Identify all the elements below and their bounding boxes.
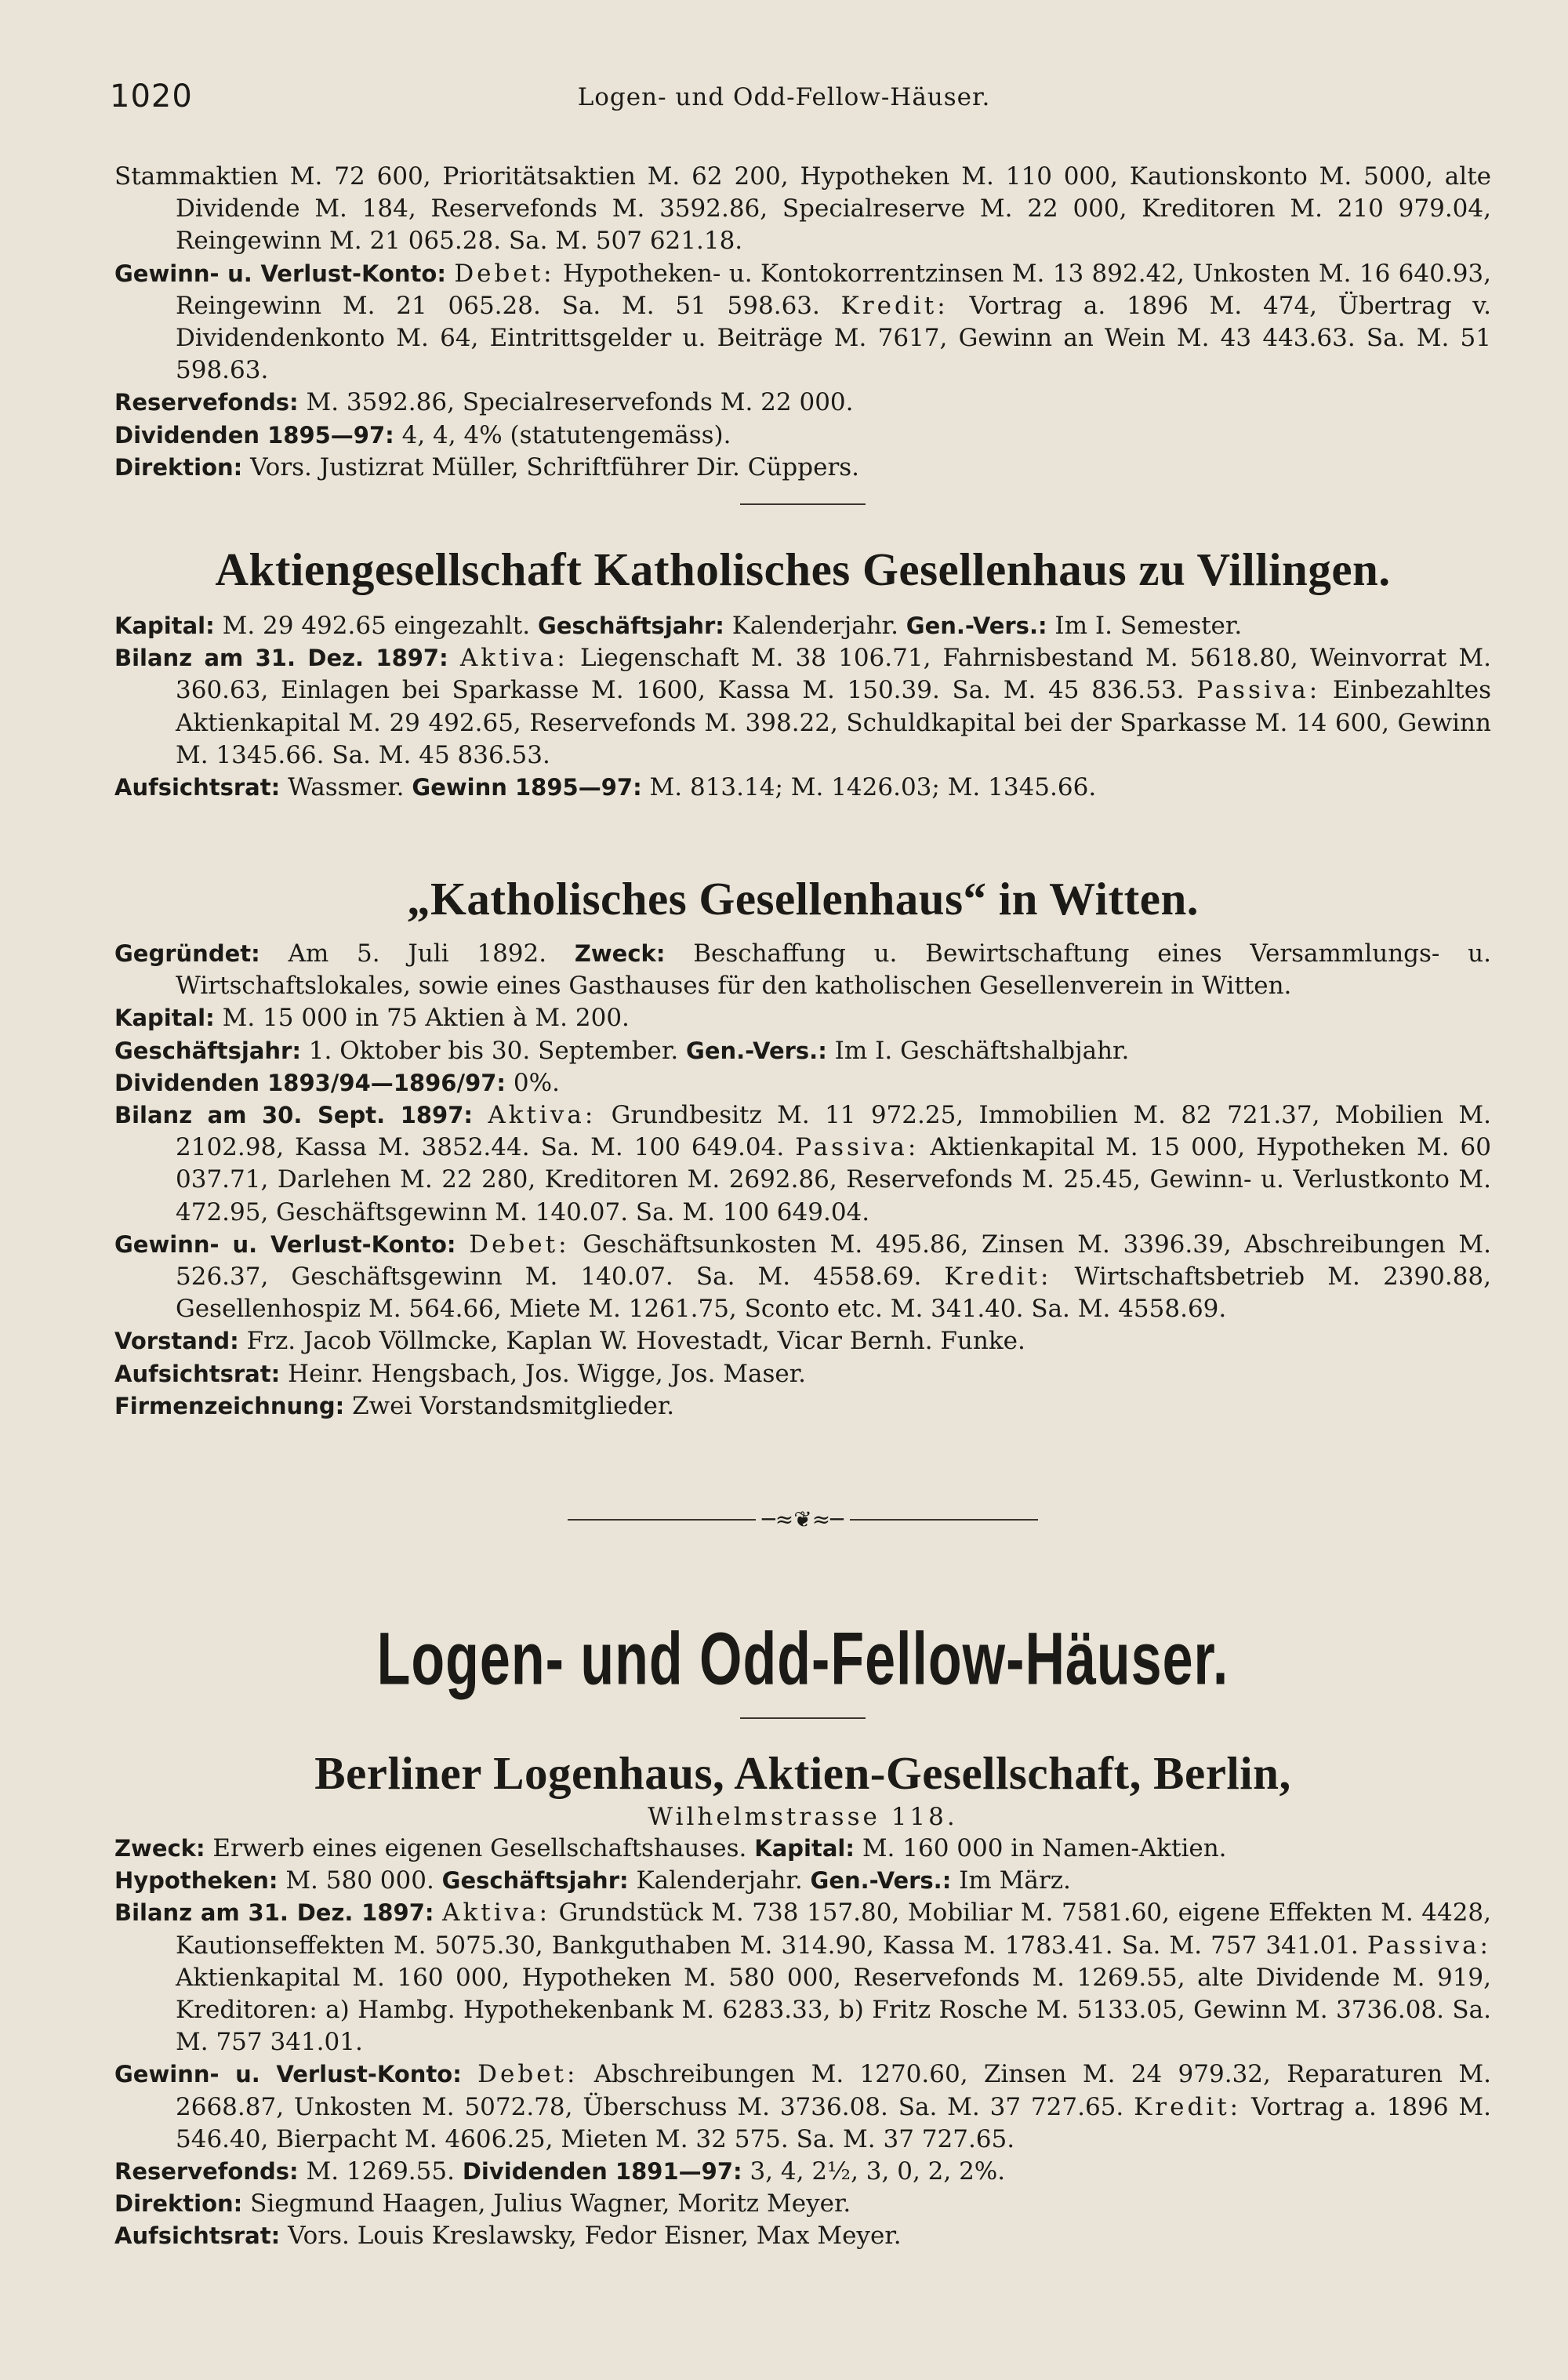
balance-sheet: Bilanz am 31. Dez. 1897: Aktiva: Grundstück M. 738 157.80, Mobiliar M. 7581.60, eigene Effekten M. 4428, Kautionseffekten M. 5075.30, Bankguthaben M. 314.90, Kassa M. 1783.41. Sa. M. 757 341.01. Passiva: Aktienkapital M. 160 000, Hypotheken M. 580 000, Reservefonds M. 1269.55, alte Dividende M. 919, Kreditoren: a) Hambg. Hypothekenbank M. 6283.33, b) Fritz Rosche M. 5133.05, Gewinn M. 3736.08. Sa. M. 757 341.01. [114,1899,1491,2057]
section-heading [114,1617,1491,1700]
management: Direktion: Siegmund Haagen, Julius Wagner, Moritz Meyer. [114,2189,851,2218]
running-header [110,78,1458,125]
divider [740,1717,866,1719]
ornamental-divider [114,1506,1491,1532]
entry-villingen [114,541,1491,804]
page-number: 1020 [110,78,193,114]
divider [740,503,866,505]
fiscal-year: Geschäftsjahr: 1. Oktober bis 30. September. Gen.-Vers.: Im I. Geschäftshalbjahr. [114,1036,1130,1065]
dividends: Dividenden 1895—97: 4, 4, 4% (statutengemäss). [114,420,731,449]
separator-rule [114,1717,1491,1719]
ornament-line-left [568,1519,756,1521]
mortgages-line: Hypotheken: M. 580 000. Geschäftsjahr: Kalenderjahr. Gen.-Vers.: Im März. [114,1866,1071,1895]
board: Vorstand: Frz. Jacob Völlmcke, Kaplan W. Hovestadt, Vicar Bernh. Funke. [114,1327,1025,1356]
balance-text: Stammaktien M. 72 600, Prioritätsaktien M. 62 200, Hypotheken M. 110 000, Kautionskonto M. 5000, alte Dividende M. 184, Reservefonds M. 3592.86, Specialreserve M. 22 000, Kreditoren M. 210 979.04, Reingewinn M. 21 065.28. Sa. M. 507 621.18. [114,162,1491,256]
signature-rule: Firmenzeichnung: Zwei Vorstandsmitglieder. [114,1391,675,1420]
dividends: Dividenden 1893/94—1896/97: 0%. [114,1068,560,1097]
reserve-funds: Reservefonds: M. 3592.86, Specialreservefonds M. 22 000. [114,388,854,417]
section-title: Logen- und Odd-Fellow-Häuser. [376,1617,1229,1700]
profit-loss-account: Gewinn- u. Verlust-Konto: Debet: Geschäftsunkosten M. 495.86, Zinsen M. 3396.39, Abschreibungen M. 526.37, Geschäftsgewinn M. 140.07. Sa. M. 4558.69. Kredit: Wirtschaftsbetrieb M. 2390.88, Gesellenhospiz M. 564.66, Miete M. 1261.75, Sconto etc. M. 341.40. Sa. M. 4558.69. [114,1230,1492,1324]
capital-line: Kapital: M. 15 000 in 75 Aktien à M. 200. [114,1004,630,1033]
founded-purpose: Gegründet: Am 5. Juli 1892. Zweck: Beschaffung u. Bewirtschaftung eines Versammlungs- u. Wirtschaftslokales, sowie eines Gasthauses für den katholischen Gesellenverein in Witten. [114,939,1491,1001]
ornament-flourish-icon: ─≈❦≈─ [761,1506,844,1532]
entry-witten [114,870,1491,1423]
capital-line: Kapital: M. 29 492.65 eingezahlt. Geschäftsjahr: Kalenderjahr. Gen.-Vers.: Im I. Semester. [114,612,1243,640]
supervisory-board: Aufsichtsrat: Heinr. Hengsbach, Jos. Wigge, Jos. Maser. [114,1359,807,1388]
separator-rule [114,503,1491,505]
supervisory-board: Aufsichtsrat: Vors. Louis Kreslawsky, Fedor Eisner, Max Meyer. [114,2222,902,2251]
profit-loss-account: Gewinn- u. Verlust-Konto: Debet: Abschreibungen M. 1270.60, Zinsen M. 24 979.32, Reparaturen M. 2668.87, Unkosten M. 5072.78, Überschuss M. 3736.08. Sa. M. 37 727.65. Kredit: Vortrag a. 1896 M. 546.40, Bierpacht M. 4606.25, Mieten M. 32 575. Sa. M. 37 727.65. [114,2060,1492,2153]
supervisory-board: Aufsichtsrat: Wassmer. Gewinn 1895—97: M. 813.14; M. 1426.03; M. 1345.66. [114,773,1097,802]
prev-entry-continuation [114,161,1491,484]
entry-address: Wilhelmstrasse 118. [648,1803,958,1831]
entry-title: Berliner Logenhaus, Aktien-Gesellschaft, Berlin, [314,1747,1291,1799]
entry-title: „Katholisches Gesellenhaus“ in Witten. [406,873,1200,925]
reserve-dividends: Reservefonds: M. 1269.55. Dividenden 1891—97: 3, 4, 2½, 3, 0, 2, 2%. [114,2157,1006,2186]
purpose-capital: Zweck: Erwerb eines eigenen Gesellschaftshauses. Kapital: M. 160 000 in Namen-Aktien. [114,1834,1227,1862]
balance-sheet: Bilanz am 31. Dez. 1897: Aktiva: Liegenschaft M. 38 106.71, Fahrnisbestand M. 5618.80, Weinvorrat M. 360.63, Einlagen bei Sparkasse M. 1600, Kassa M. 150.39. Sa. M. 45 836.53. Passiva: Einbezahltes Aktienkapital M. 29 492.65, Reservefonds M. 398.22, Schuldkapital bei der Sparkasse M. 14 600, Gewinn M. 1345.66. Sa. M. 45 836.53. [114,644,1491,769]
balance-sheet: Bilanz am 30. Sept. 1897: Aktiva: Grundbesitz M. 11 972.25, Immobilien M. 82 721.37, Mobilien M. 2102.98, Kassa M. 3852.44. Sa. M. 100 649.04. Passiva: Aktienkapital M. 15 000, Hypotheken M. 60 037.71, Darlehen M. 22 280, Kreditoren M. 2692.86, Reservefonds M. 25.45, Gewinn- u. Verlustkonto M. 472.95, Geschäftsgewinn M. 140.07. Sa. M. 100 649.04. [114,1101,1492,1226]
entry-berlin [114,1745,1491,2253]
management: Direktion: Vors. Justizrat Müller, Schriftführer Dir. Cüppers. [114,452,860,481]
running-header-title: Logen- und Odd-Fellow-Häuser. [577,83,991,111]
profit-loss-account: Gewinn- u. Verlust-Konto: Debet: Hypotheken- u. Kontokorrentzinsen M. 13 892.42, Unkosten M. 16 640.93, Reingewinn M. 21 065.28. Sa. M. 51 598.63. Kredit: Vortrag a. 1896 M. 474, Übertrag v. Dividendenkonto M. 64, Eintrittsgelder u. Beiträge M. 7617, Gewinn an Wein M. 43 443.63. Sa. M. 51 598.63. [114,259,1491,385]
entry-title: Aktiengesellschaft Katholisches Gesellenhaus zu Villingen. [215,543,1391,595]
ornament-line-right [850,1519,1038,1521]
